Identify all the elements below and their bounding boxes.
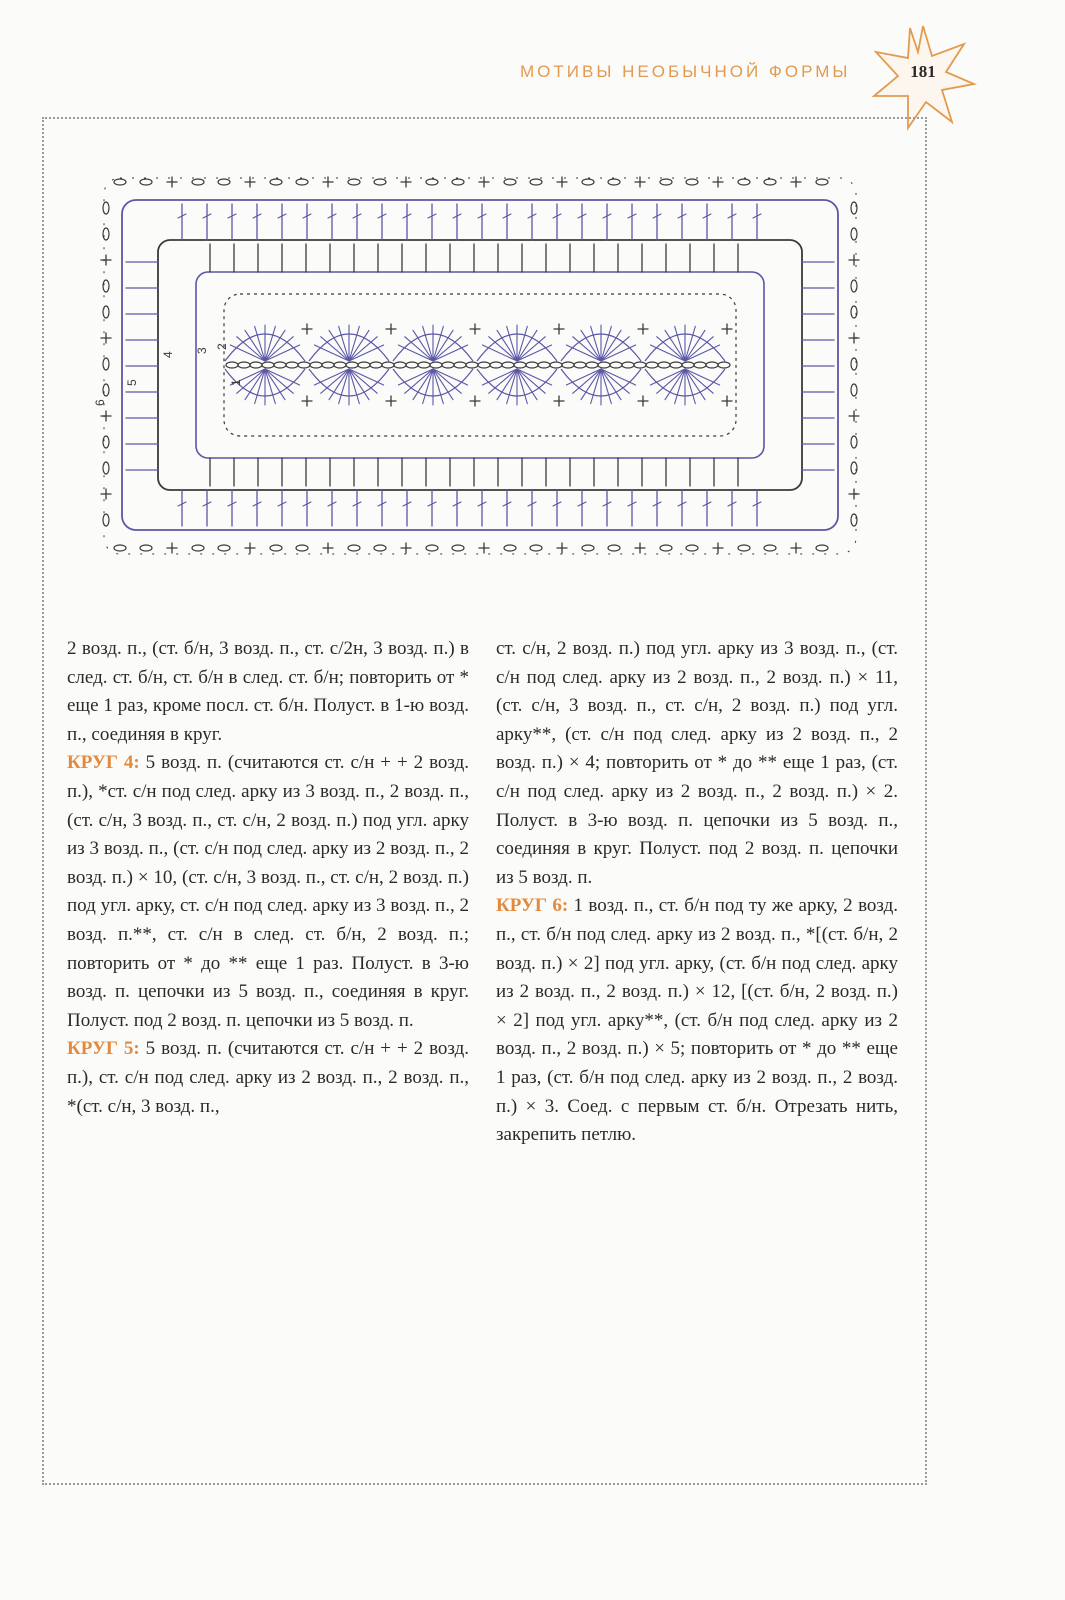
fan-stitch [433,337,461,361]
fan-stitch [657,337,685,361]
round-4-paragraph [67,749,469,1035]
fan-stitch [507,369,517,404]
fan-stitch [349,326,359,361]
chain-stitch [442,362,454,368]
fan-stitch [675,369,685,404]
fan-stitch [339,326,349,361]
round-number-label: 2 [215,343,229,350]
fan-stitch [685,369,695,404]
chain-stitch [682,362,694,368]
chain-stitch [192,545,204,551]
chain-stitch [394,362,406,368]
fan-stitch [489,337,517,361]
chain-stitch [538,362,550,368]
chain-stitch [114,545,126,551]
fan-stitch [517,337,545,361]
page-number: 181 [910,62,936,81]
chain-stitch [598,362,610,368]
chain-stitch [851,358,857,370]
round-6-label: КРУГ 6: [496,895,569,917]
chain-stitch [686,545,698,551]
chain-stitch [103,384,109,396]
chain-stitch [586,362,598,368]
fan-stitch [685,326,695,361]
chain-stitch [334,362,346,368]
fan-stitch [265,337,293,361]
chain-stitch [622,362,634,368]
instruction-paragraph: 2 возд. п., (ст. б/н, 3 возд. п., ст. с/2н, 3 возд. п.) в след. ст. б/н, ст. б/н в след. ст. б/н; повторить от * еще 1 раз, кроме посл. ст. б/н. Полуст. в 1-ю возд. п., соединяя в круг. [67,638,469,745]
chain-stitch [192,179,204,185]
round-outline [196,272,764,458]
chain-stitch [374,179,386,185]
chain-stitch [250,362,262,368]
chain-stitch [426,545,438,551]
chain-stitch [103,280,109,292]
chain-stitch [502,362,514,368]
chain-stitch [851,436,857,448]
fan-stitch [405,369,433,393]
chain-stitch [851,228,857,240]
chain-stitch [514,362,526,368]
chain-stitch [562,362,574,368]
chain-stitch [103,228,109,240]
fan-stitch [517,369,545,393]
fan-stitch [423,326,433,361]
fan-stitch [405,337,433,361]
chain-stitch [218,545,230,551]
fan-stitch [349,369,377,393]
fan-stitch [507,326,517,361]
fan-stitch [265,326,275,361]
fan-stitch [573,369,601,393]
chain-stitch [764,545,776,551]
chain-stitch [270,179,282,185]
chain-stitch [646,362,658,368]
chain-stitch [658,362,670,368]
fan-stitch [237,337,265,361]
fan-stitch [321,369,349,393]
fan-stitch [433,369,443,404]
chain-stitch [296,179,308,185]
chain-stitch [346,362,358,368]
chain-stitch [686,179,698,185]
chain-stitch [140,545,152,551]
fan-stitch [517,326,527,361]
round-4-label: КРУГ 4: [67,752,140,774]
fan-stitch [349,337,377,361]
chain-stitch [574,362,586,368]
chain-stitch [816,179,828,185]
chain-stitch [550,362,562,368]
chain-stitch [218,179,230,185]
round-5-paragraph [67,1035,469,1121]
fan-stitch [265,369,293,393]
chain-stitch [851,280,857,292]
fan-stitch [349,369,359,404]
chain-stitch [738,179,750,185]
fan-stitch [601,369,629,393]
chain-stitch [114,179,126,185]
chain-stitch [608,545,620,551]
round-number-label: 5 [125,379,139,386]
chain-stitch [348,545,360,551]
chain-stitch [764,179,776,185]
chain-stitch [582,179,594,185]
chain-stitch [270,545,282,551]
fan-stitch [321,337,349,361]
chain-stitch [103,514,109,526]
chain-stitch [718,362,730,368]
chain-stitch [634,362,646,368]
fan-stitch [255,369,265,404]
chain-stitch [851,202,857,214]
chain-stitch [226,362,238,368]
fan-stitch [255,326,265,361]
chain-stitch [530,179,542,185]
chain-stitch [103,202,109,214]
chain-stitch [526,362,538,368]
chain-stitch [504,179,516,185]
fan-stitch [265,369,275,404]
chain-stitch [103,462,109,474]
fan-stitch [423,369,433,404]
fan-stitch [675,326,685,361]
chain-stitch [738,545,750,551]
chain-stitch [490,362,502,368]
chain-stitch [610,362,622,368]
chain-stitch [851,462,857,474]
fan-stitch [601,369,611,404]
chain-stitch [608,179,620,185]
round-number-label: 1 [229,379,243,386]
round-4-text: 5 возд. п. (считаются ст. с/н + + 2 возд. п.), *ст. с/н под след. арку из 3 возд. п., 2 возд. п., (ст. с/н, 3 возд. п., ст. с/н, 2 возд. п.) под угл. арку из 3 возд. п., (ст. с/н под след. арку из 2 возд. п., 2 возд. п.) × 10, (ст. с/н, 3 возд. п., ст. с/н, 2 возд. п.) под угл. арку, ст. с/н под след. арку из 3 возд. п., 2 возд. п.**, ст. с/н в след. ст. б/н, 2 возд. п.; повторить от * до ** еще 1 раз. Полуст. в 3-ю возд. п. цепочки из 5 возд. п., соединяя в круг. Полуст. под 2 возд. п. цепочки из 5 возд. п. [67,752,469,1031]
chain-stitch [296,545,308,551]
chain-stitch [694,362,706,368]
chain-stitch [238,362,250,368]
chain-stitch [262,362,274,368]
chain-stitch [103,306,109,318]
chain-stitch [816,545,828,551]
chain-stitch [452,179,464,185]
chain-stitch [274,362,286,368]
chain-stitch [660,179,672,185]
round-6-text: 1 возд. п., ст. б/н под ту же арку, 2 возд. п., ст. б/н под след. арку из 2 возд. п., *[(ст. б/н, 2 возд. п.) × 2] под угл. арку, (ст. б/н под след. арку из 2 возд. п., 2 возд. п.) × 12, [(ст. б/н, 2 возд. п.) × 2] под угл. арку**, (ст. б/н под след. арку из 2 возд. п., 2 возд. п.) × 5; повторить от * до ** еще 1 раз, (ст. б/н под след. арку из 2 возд. п., 2 возд. п.) × 3. Соед. с первым ст. б/н. Отрезать нить, закрепить петлю. [496,895,898,1146]
round-5-label: КРУГ 5: [67,1038,140,1060]
fan-stitch [601,326,611,361]
instructions-right-column [496,635,898,1150]
running-title: МОТИВЫ НЕОБЫЧНОЙ ФОРМЫ [520,62,851,81]
chain-stitch [426,179,438,185]
chain-stitch [322,362,334,368]
chain-stitch [103,358,109,370]
round-outline [224,294,736,436]
chain-stitch [454,362,466,368]
fan-stitch [685,369,713,393]
fan-stitch [433,326,443,361]
round-number-label: 3 [195,347,209,354]
chain-stitch [660,545,672,551]
chain-stitch [478,362,490,368]
fan-stitch [591,369,601,404]
chain-stitch [406,362,418,368]
chain-stitch [582,545,594,551]
fan-stitch [573,337,601,361]
fan-stitch [339,369,349,404]
instruction-paragraph: ст. с/н, 2 возд. п.) под угл. арку из 3 возд. п., (ст. с/н под след. арку из 2 возд. п., 2 возд. п.) × 11, (ст. с/н, 3 возд. п., ст. с/н, 2 возд. п.) под угл. арку**, (ст. с/н под след. арку из 2 возд. п., 2 возд. п.) × 4; повторить от * до ** еще 1 раз, (ст. с/н под след. арку из 2 возд. п., 2 возд. п.) × 2. Полуст. в 3-ю возд. п. цепочки из 5 возд. п., соединяя в круг. Полуст. под 2 возд. п. цепочки из 5 возд. п. [496,638,898,888]
instructions-left-column [67,635,469,1121]
fan-stitch [657,369,685,393]
chain-stitch [670,362,682,368]
chain-stitch [851,514,857,526]
crochet-chart [60,150,900,590]
round-5-text: 5 возд. п. (считаются ст. с/н + + 2 возд. п.), ст. с/н под след. арку из 2 возд. п., 2 возд. п., *(ст. с/н, 3 возд. п., [67,1038,469,1117]
chain-stitch [466,362,478,368]
chain-stitch [706,362,718,368]
chain-stitch [430,362,442,368]
chain-stitch [310,362,322,368]
chain-stitch [374,545,386,551]
round-outline [104,178,856,554]
chain-stitch [140,179,152,185]
chain-stitch [418,362,430,368]
chain-stitch [358,362,370,368]
chain-stitch [851,384,857,396]
fan-stitch [433,369,461,393]
chain-stitch [851,306,857,318]
chain-stitch [530,545,542,551]
round-number-label: 6 [93,399,107,406]
chain-stitch [103,436,109,448]
chain-stitch [504,545,516,551]
fan-stitch [601,337,629,361]
fan-stitch [489,369,517,393]
fan-stitch [517,369,527,404]
round-number-label: 4 [161,351,175,358]
chain-stitch [382,362,394,368]
chain-stitch [348,179,360,185]
chain-stitch [286,362,298,368]
fan-stitch [591,326,601,361]
round-6-paragraph [496,892,898,1149]
fan-stitch [685,337,713,361]
chain-stitch [452,545,464,551]
chain-stitch [370,362,382,368]
chain-stitch [298,362,310,368]
